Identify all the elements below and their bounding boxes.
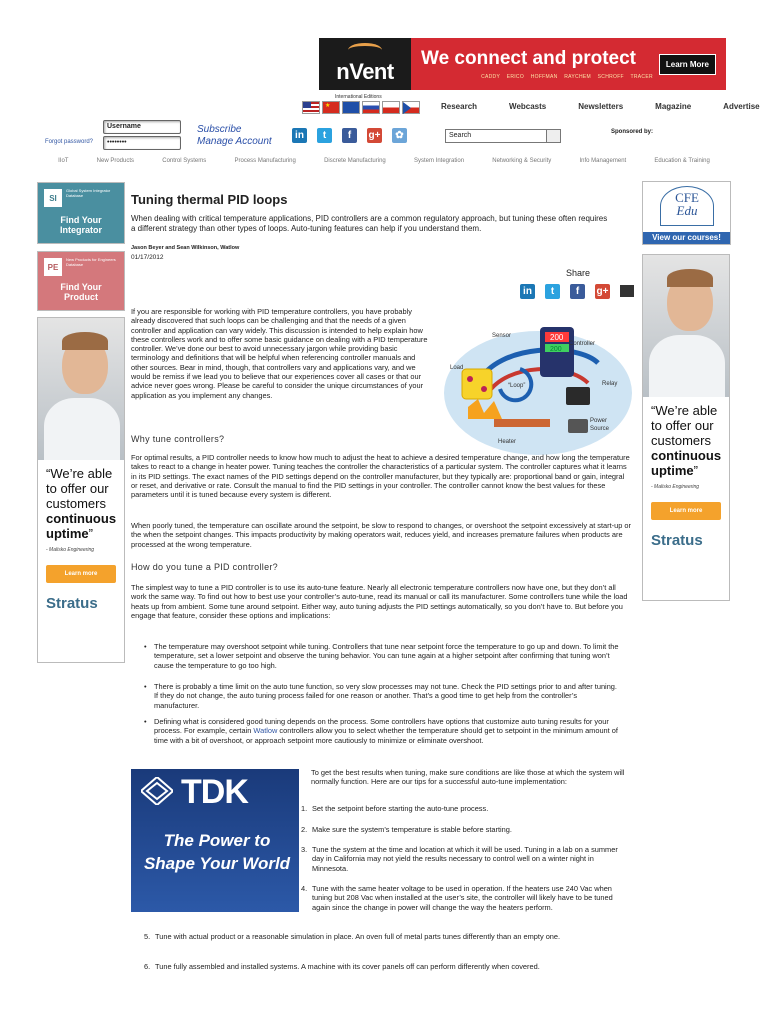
article-date: 01/17/2012 (131, 254, 164, 261)
cat-control-systems[interactable]: Control Systems (162, 158, 207, 164)
cfe-courses-button[interactable]: View our courses! (643, 232, 730, 244)
banner-brands: CADDY ERICO HOFFMAN RAYCHEM SCHROFF TRACER (481, 74, 653, 80)
label-loop: “Loop” (508, 383, 526, 389)
social-links-header (292, 128, 407, 143)
share-facebook-icon[interactable]: f (570, 284, 585, 299)
label-heater: Heater (498, 439, 517, 445)
cfe-edu-ad[interactable] (642, 181, 731, 245)
stratus-learn-more-button[interactable]: Learn more (651, 502, 721, 520)
nav-magazine[interactable]: Magazine (655, 102, 692, 111)
stratus-quote-2: continuous (651, 448, 722, 463)
banner-learn-more-button[interactable]: Learn More (659, 54, 716, 75)
stratus-quote-3: uptime (46, 526, 89, 541)
cat-system-integration[interactable]: System Integration (414, 158, 465, 164)
label-controller: Controller (569, 341, 596, 347)
stratus-quote-1: “We’re able to offer our customers (46, 466, 113, 511)
cfe-logo (660, 186, 714, 226)
cat-discrete-manufacturing[interactable]: Discrete Manufacturing (324, 158, 386, 164)
stratus-quote-3: uptime (651, 463, 694, 478)
subscribe-links (197, 124, 272, 148)
article-paragraph-2: For optimal results, a PID controller needs to know how much to adjust the heat to achieve a desired temperature change, and how long the temperature takes to react to a change in heater power. Tuning teaches the controller the characteristics of a particular system. The controller captures what it learns in its PID settings. The exact names of the PID settings depend on the controller manufacturer, but they typically are: proportional band or gain, integral or reset, and derivative or rate. Consult the manual to find the PID settings in your controller. The controller cannot know the best values for these parameters until it is tuned because every system is different. (131, 453, 630, 500)
pe-logo: PE (44, 258, 62, 276)
bullet-item: • The temperature may overshoot setpoint while tuning. Controllers that tune near setpoint force the temperature to go up and down. To limit the temperature, set a lower setpoint and observe the tuning behavior. You can tune again at a higher setpoint after confirming that tuning won’t cause the temperature to go too high. (144, 642, 620, 670)
tip-number: 3. (301, 845, 308, 854)
article-paragraph-4: The simplest way to tune a PID controller is to use its auto-tune feature. Nearly all electronic temperature controllers now have one, but they don’t all work the same way. To find out how to best use your controller’s auto-tune, read its manual or call its manufacturer. Some controllers tune while the load heats up from ambient. Some tune around setpoint. Either way, auto tuning adjusts the PID settings automatically, so you don’t have to. But before you engage that feature, consider these options and implications: (131, 583, 628, 620)
tdk-tagline: The Power to Shape Your World (143, 831, 291, 873)
tip-text: Tune with actual product or a reasonable simulation in place. An oven full of metal parts tunes differently than an empty one. (155, 932, 561, 941)
tip-item (144, 932, 634, 941)
article-intro: When dealing with critical temperature applications, PID controllers are a common regulatory approach, but tuning these often requires a different strategy than other types of loops. Auto-tuning features can help if you understand them. (131, 214, 608, 233)
nav-webcasts[interactable]: Webcasts (509, 102, 547, 111)
flag-poland-icon[interactable] (382, 101, 400, 114)
stratus-quote-1: “We’re able to offer our customers (651, 403, 718, 448)
article-paragraph-3: When poorly tuned, the temperature can oscillate around the setpoint, be slow to respond to changes, or overshoot the setpoint excessively at start-up or the when the setpoint changes. This impacts productivity by making operators wait, reduces yield, and increases premature failures when products are processed at the wrong temperature. (131, 521, 631, 549)
tip-text: Tune fully assembled and installed systems. A machine with its cover panels off can perform differently when covered. (155, 962, 540, 971)
label-source: Source (590, 426, 610, 432)
article-paragraph-1: If you are responsible for working with PID temperature controllers, you have probably already discovered that such loops can be challenging and that the needs of a given controller and application can vary widely. This discussion is intended to help explain how these controllers work and to offer some basic guidance on dealing with a PID temperature controller. We’ve done our best to avoid unnecessary jargon while providing basic terminology and definitions that will be helpful when referencing controller manuals and other sources. Bear in mind, though, that controllers vary and applications vary, and we would be remiss if we lead you to believe that our experiences cover all cases or that our advice never goes wrong. Please be careful to consider the unique circumstances of your application as you implement any changes. (131, 307, 428, 400)
label-power: Power (590, 418, 608, 424)
stratus-attribution: - Malisko Engineering (46, 547, 95, 553)
pid-loop-diagram (438, 323, 632, 457)
stratus-logo: Stratus (651, 532, 703, 549)
category-navigation (0, 158, 768, 164)
tip-number: 1. (301, 804, 308, 813)
cat-new-products[interactable]: New Products (96, 158, 135, 164)
stratus-quote-4: ” (693, 463, 698, 478)
facebook-icon[interactable]: f (342, 128, 357, 143)
search-input[interactable]: Search (445, 129, 561, 143)
banner-headline: We connect and protect (421, 48, 637, 69)
tip-number: 5. (144, 932, 151, 941)
cat-networking-security[interactable]: Networking & Security (492, 158, 552, 164)
si-caption-1: Find Your (60, 215, 102, 225)
watlow-link[interactable]: Watlow (253, 726, 278, 736)
find-product-ad[interactable] (37, 251, 125, 311)
password-input[interactable]: •••••••• (103, 136, 181, 150)
print-icon[interactable] (620, 285, 634, 297)
share-twitter-icon[interactable]: t (545, 284, 560, 299)
bullet-item (144, 717, 620, 745)
tip-number: 2. (301, 825, 308, 834)
search-button[interactable] (546, 129, 561, 143)
display-pv: 200 (550, 333, 564, 342)
share-icons (520, 284, 634, 299)
forgot-password-link[interactable]: Forgot password? (45, 139, 94, 145)
tip-number: 6. (144, 962, 151, 971)
pe-caption-1: Find Your (60, 282, 102, 292)
top-navigation (441, 102, 768, 111)
tip-item (144, 962, 634, 971)
twitter-icon[interactable]: t (317, 128, 332, 143)
si-logo: SI (44, 189, 62, 207)
flag-russia-icon[interactable] (362, 101, 380, 114)
nav-advertise[interactable]: Advertise (723, 102, 760, 111)
label-sensor: Sensor (492, 333, 512, 339)
stratus-ad-right[interactable] (642, 254, 730, 601)
tip-text: Tune the system at the time and location at which it will be used. Tuning in a lab on a summer day in California may not yield the results necessary to control well on a winter night in Minnesota. (312, 845, 618, 873)
nav-research[interactable]: Research (441, 102, 478, 111)
bullet-3-text-b: controllers allow you to select whether the temperature should get to setpoint in the minimum amount of time with a bit of overshoot, or approach setpoint more cautiously to minimize or eliminate overshoot. (154, 726, 618, 745)
share-googleplus-icon[interactable]: g+ (596, 286, 609, 297)
googleplus-icon[interactable]: g+ (368, 130, 381, 141)
tips-intro: To get the best results when tuning, make sure conditions are like those at which the system will normally function. Here are our tips for a successful auto-tune implementation: (311, 768, 625, 787)
tdk-brand: TDK (181, 773, 248, 811)
flag-eu-icon[interactable] (342, 101, 360, 114)
stratus-person-photo (643, 255, 729, 397)
sponsored-by-label: Sponsored by: (611, 129, 654, 135)
tip-text: Tune with the same heater voltage to be used in operation. If the heaters use 240 Vac when tuning but 208 Vac when installed at the user’s site, the controller will likely have to be tuned again since the change in power will change the way the heaters perform. (312, 884, 613, 912)
tdk-ad[interactable] (131, 769, 299, 912)
international-editions-label: International Editions (335, 94, 382, 100)
cfe-logo-line2: Edu (676, 203, 698, 218)
pe-caption-2: Product (63, 292, 98, 302)
bullet-item: • There is probably a time limit on the auto tune function, so very slow processes may not tune. Check the PID settings prior to and after tuning. If they do not change, the auto tuning process failed for one reason or another. That’s a good time to get help from the controller’s manufacturer. (144, 682, 620, 710)
top-banner-ad[interactable] (319, 38, 726, 90)
nav-newsletters[interactable]: Newsletters (578, 102, 624, 111)
tip-text: Make sure the system’s temperature is stable before starting. (312, 825, 512, 834)
flag-china-icon[interactable]: ★ (322, 101, 340, 114)
edition-flags (302, 101, 420, 114)
tip-item (301, 845, 631, 873)
tip-text: Set the setpoint before starting the auto-tune process. (312, 804, 489, 813)
tip-item (301, 804, 631, 813)
si-description: Global System Integrator Database (66, 188, 111, 198)
delicious-icon[interactable]: ✿ (392, 128, 407, 143)
cat-process-manufacturing[interactable]: Process Manufacturing (234, 158, 296, 164)
cfe-logo-line1: CFE (675, 190, 699, 205)
subscribe-link[interactable]: Subscribe (197, 124, 242, 135)
share-linkedin-icon[interactable]: in (520, 284, 535, 299)
stratus-ad-left[interactable] (37, 317, 125, 663)
heading-why-tune: Why tune controllers? (131, 434, 225, 444)
manage-account-link[interactable]: Manage Account (197, 136, 272, 147)
cat-education-training[interactable]: Education & Training (654, 158, 710, 164)
cat-iiot[interactable]: IIoT (58, 158, 69, 164)
find-integrator-ad[interactable] (37, 182, 125, 244)
display-sp: 200 (550, 346, 562, 353)
label-load: Load (450, 365, 464, 371)
nvent-logo (319, 38, 411, 90)
stratus-attribution: - Malisko Engineering (651, 484, 700, 490)
heading-how-tune: How do you tune a PID controller? (131, 562, 278, 572)
tip-number: 4. (301, 884, 308, 893)
article-authors: Jason Beyer and Sean Wilkinson, Watlow (131, 245, 240, 251)
bullet-3-text-a: Defining what is considered good tuning depends on the process. Some controllers have options that customize auto tuning results for your process. For example, certain (154, 717, 609, 736)
stratus-quote-2: continuous (46, 511, 117, 526)
stratus-logo: Stratus (46, 595, 98, 612)
share-label: Share (566, 268, 591, 278)
stratus-learn-more-button[interactable]: Learn more (46, 565, 116, 583)
username-input[interactable]: Username (103, 120, 181, 134)
flag-us-icon[interactable] (302, 101, 320, 114)
linkedin-icon[interactable]: in (292, 128, 307, 143)
tdk-logo-icon (141, 777, 173, 805)
nvent-logo-text: nVent (336, 59, 394, 84)
stratus-quote-4: ” (88, 526, 93, 541)
flag-czech-icon[interactable] (402, 101, 420, 114)
si-caption-2: Integrator (59, 225, 102, 235)
tip-item (301, 884, 631, 912)
article-title: Tuning thermal PID loops (131, 192, 288, 207)
label-relay: Relay (602, 381, 618, 387)
tip-item (301, 825, 631, 834)
cat-info-management[interactable]: Info Management (579, 158, 627, 164)
pe-description: New Products for Engineers Database (66, 257, 116, 267)
stratus-person-photo (38, 318, 124, 460)
